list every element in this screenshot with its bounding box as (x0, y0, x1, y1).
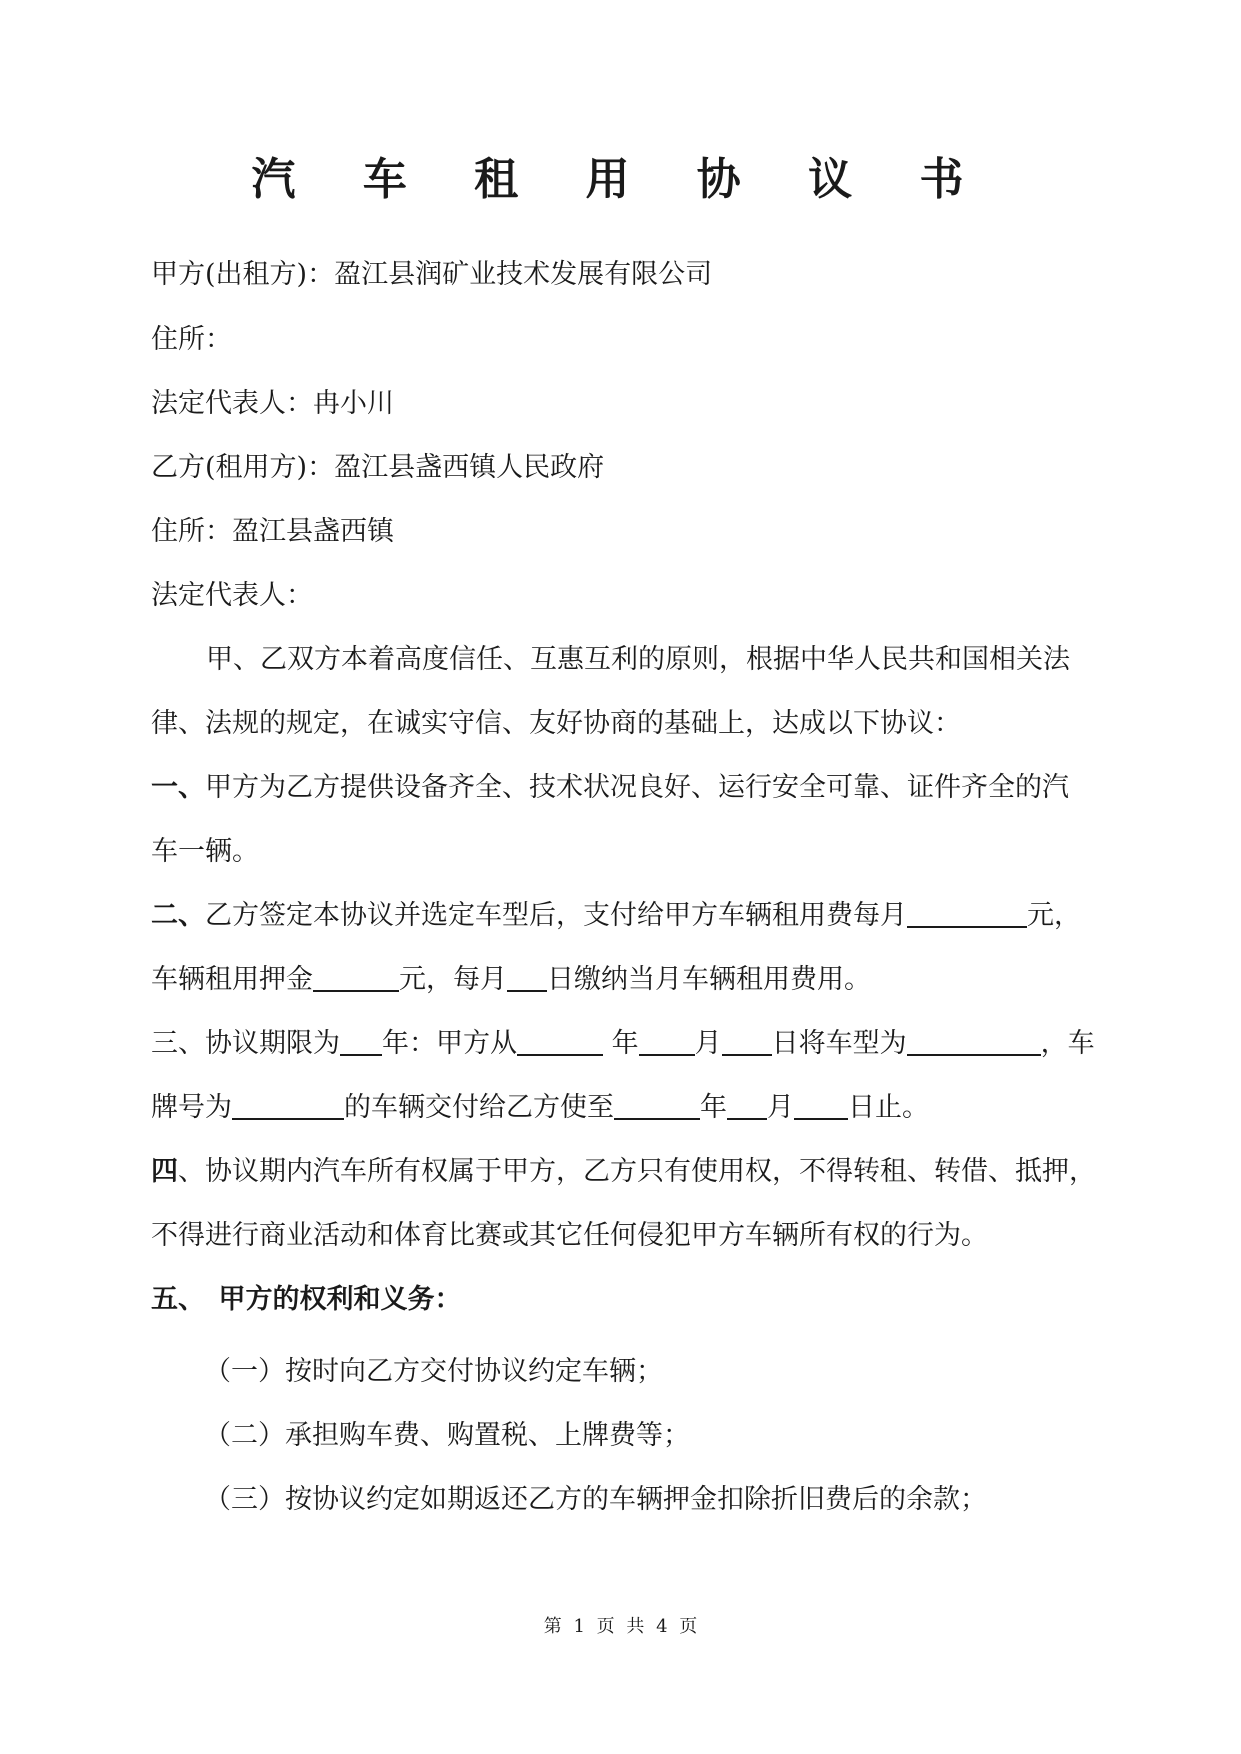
end-day-blank[interactable] (794, 1092, 848, 1120)
clause-3-line-1 (151, 1024, 1095, 1064)
clause-2-number: 二、 (151, 900, 205, 931)
clause-2-text-c: 车辆租用押金 (151, 964, 313, 995)
party-b-address-label: 住所： (151, 516, 232, 547)
party-a-rep-name: 冉小川 (313, 388, 394, 419)
clause-4-line-1 (151, 1152, 1096, 1192)
clause-3-text-k: 日止。 (848, 1092, 929, 1123)
page-footer: 第 1 页 共 4 页 (543, 1616, 698, 1637)
clause-3-number: 三、 (151, 1028, 205, 1059)
clause-2-text-b: 元， (1027, 900, 1081, 931)
clause-1-number: 一、 (151, 772, 205, 803)
end-year-blank[interactable] (614, 1092, 700, 1120)
clause-5-heading: 五、 甲方的权利和义务： (151, 1284, 462, 1315)
start-day-blank[interactable] (722, 1028, 772, 1056)
party-a-address-label: 住所： (151, 324, 232, 355)
clause-3-text-e: 日将车型为 (771, 1028, 907, 1059)
party-b-name: 盈江县盏西镇人民政府 (334, 452, 605, 483)
clause-3-text-a: 协议期限为 (205, 1028, 340, 1059)
party-a-label: 甲方(出租方)： (151, 259, 335, 290)
clause-2-line-2 (151, 960, 871, 1000)
clause-2-line-1 (151, 896, 1081, 936)
party-b-line (151, 448, 604, 488)
party-b-rep-label: 法定代表人： (151, 580, 313, 611)
party-b-label: 乙方(租用方)： (151, 452, 335, 483)
clause-3-text-d: 月 (694, 1028, 722, 1059)
payment-day-blank[interactable] (507, 964, 547, 992)
end-month-blank[interactable] (727, 1092, 767, 1120)
clause-3-line-2 (151, 1088, 929, 1128)
start-year-blank[interactable] (517, 1028, 603, 1056)
party-a-rep-line (151, 384, 394, 424)
deposit-blank[interactable] (313, 964, 399, 992)
clause-2-text-d: 元，每月 (399, 964, 507, 995)
clause-5-item-2: （二）承担购车费、购置税、上牌费等； (204, 1420, 690, 1451)
clause-1-line-1 (151, 768, 1069, 808)
clause-4-text-1: 、协议期内汽车所有权属于甲方，乙方只有使用权，不得转租、转借、抵押， (178, 1156, 1096, 1187)
clause-3-text-j: 月 (767, 1092, 794, 1123)
clause-4-line-2: 不得进行商业活动和体育比赛或其它任何侵犯甲方车辆所有权的行为。 (151, 1220, 988, 1251)
vehicle-model-blank[interactable] (907, 1028, 1041, 1056)
party-b-rep-line (151, 576, 313, 616)
party-a-line (151, 255, 712, 295)
clause-3-text-f: ，车 (1040, 1028, 1095, 1059)
clause-2-text-e: 日缴纳当月车辆租用费用。 (547, 964, 871, 995)
plate-number-blank[interactable] (232, 1092, 344, 1120)
clause-3-text-g: 牌号为 (151, 1092, 232, 1123)
party-a-rep-label: 法定代表人： (151, 388, 313, 419)
clause-3-text-c: 年 (603, 1028, 639, 1059)
monthly-fee-blank[interactable] (907, 900, 1027, 928)
party-b-address-line (151, 512, 394, 552)
clause-3-text-i: 年 (700, 1092, 727, 1123)
preamble-line-2: 律、法规的规定，在诚实守信、友好协商的基础上，达成以下协议： (151, 708, 961, 739)
party-a-address-line (151, 320, 232, 360)
clause-2-text-a: 乙方签定本协议并选定车型后，支付给甲方车辆租用费每月 (205, 900, 907, 931)
clause-5-item-1: （一）按时向乙方交付协议约定车辆； (204, 1356, 663, 1387)
clause-1-line-2: 车一辆。 (151, 836, 259, 867)
clause-3-text-h: 的车辆交付给乙方使至 (344, 1092, 614, 1123)
clause-5-item-3: （三）按协议约定如期返还乙方的车辆押金扣除折旧费后的余款； (204, 1484, 987, 1515)
clause-4-number: 四 (151, 1156, 178, 1187)
document-title: 汽 车 租 用 协 议 书 (251, 154, 990, 205)
party-a-name: 盈江县润矿业技术发展有限公司 (334, 259, 713, 290)
start-month-blank[interactable] (639, 1028, 695, 1056)
clause-1-text-1: 甲方为乙方提供设备齐全、技术状况良好、运行安全可靠、证件齐全的汽 (205, 772, 1069, 803)
preamble-line-1: 甲、乙双方本着高度信任、互惠互利的原则，根据中华人民共和国相关法 (206, 644, 1070, 675)
clause-3-text-b: 年：甲方从 (382, 1028, 517, 1059)
term-years-blank[interactable] (340, 1028, 382, 1056)
party-b-address: 盈江县盏西镇 (232, 516, 394, 547)
